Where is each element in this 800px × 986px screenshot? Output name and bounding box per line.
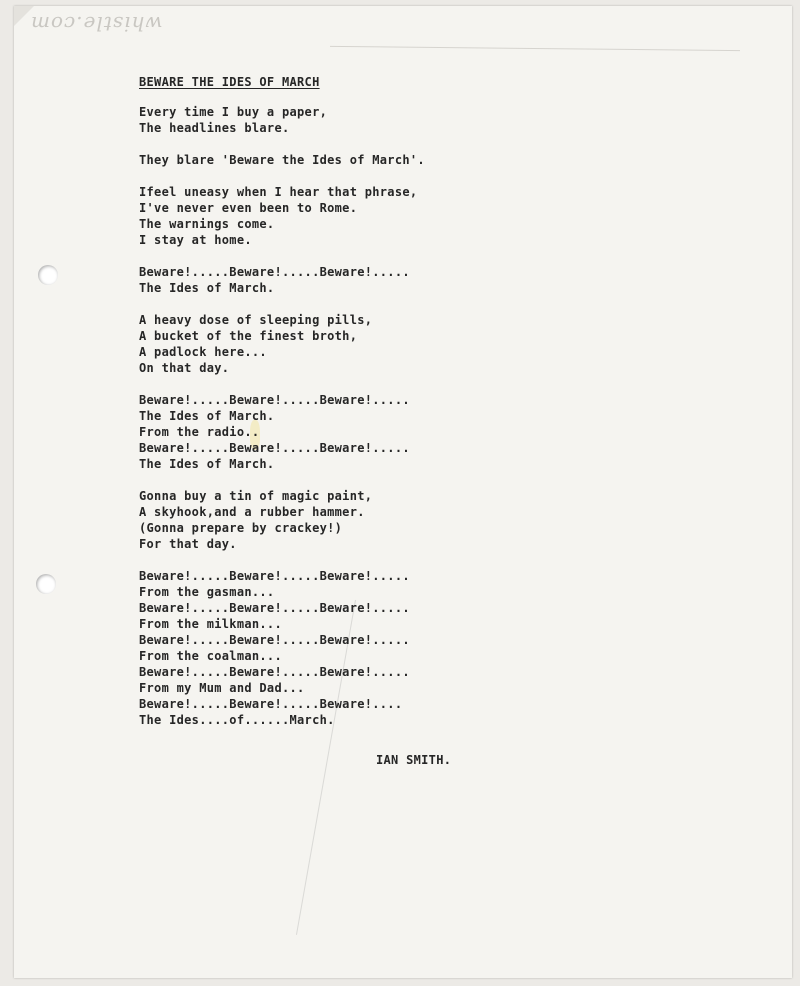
poem-line: They blare 'Beware the Ides of March'. bbox=[139, 153, 425, 167]
poem-line: From the gasman... bbox=[139, 585, 275, 599]
poem-line: Beware!.....Beware!.....Beware!..... bbox=[139, 633, 410, 647]
poem-line: Ifeel uneasy when I hear that phrase, bbox=[139, 185, 418, 199]
poem-line: I've never even been to Rome. bbox=[139, 201, 358, 215]
poem-line: The Ides....of......March. bbox=[139, 713, 335, 727]
author-name: IAN SMITH. bbox=[376, 753, 452, 767]
poem-line: For that day. bbox=[139, 537, 237, 551]
poem-line: Gonna buy a tin of magic paint, bbox=[139, 489, 373, 503]
poem-line: A padlock here... bbox=[139, 345, 267, 359]
poem-line: Beware!.....Beware!.....Beware!..... bbox=[139, 665, 410, 679]
poem-title: BEWARE THE IDES OF MARCH bbox=[139, 75, 320, 89]
poem-line: Beware!.....Beware!.....Beware!.... bbox=[139, 697, 403, 711]
poem-line: Beware!.....Beware!.....Beware!..... bbox=[139, 393, 410, 407]
stanza bbox=[139, 184, 425, 248]
poem-line: The Ides of March. bbox=[139, 281, 275, 295]
poem-line: The Ides of March. bbox=[139, 457, 275, 471]
poem-line: From the radio.. bbox=[139, 425, 260, 439]
pencil-note: whistle.com bbox=[30, 12, 163, 36]
punch-hole-bottom bbox=[36, 574, 56, 594]
poem-line: A heavy dose of sleeping pills, bbox=[139, 313, 373, 327]
poem-line: (Gonna prepare by crackey!) bbox=[139, 521, 343, 535]
stanza bbox=[139, 488, 425, 552]
poem-line: The warnings come. bbox=[139, 217, 275, 231]
poem-line: From the coalman... bbox=[139, 649, 282, 663]
poem bbox=[139, 74, 425, 744]
poem-line: Beware!.....Beware!.....Beware!..... bbox=[139, 265, 410, 279]
poem-line: The headlines blare. bbox=[139, 121, 290, 135]
poem-stanzas bbox=[139, 104, 425, 728]
poem-line: On that day. bbox=[139, 361, 230, 375]
poem-line: A bucket of the finest broth, bbox=[139, 329, 358, 343]
poem-line: Beware!.....Beware!.....Beware!..... bbox=[139, 569, 410, 583]
stanza bbox=[139, 264, 425, 296]
poem-line: Beware!.....Beware!.....Beware!..... bbox=[139, 601, 410, 615]
poem-line: The Ides of March. bbox=[139, 409, 275, 423]
poem-line: From my Mum and Dad... bbox=[139, 681, 305, 695]
stanza bbox=[139, 312, 425, 376]
poem-line: A skyhook,and a rubber hammer. bbox=[139, 505, 365, 519]
stanza bbox=[139, 152, 425, 168]
poem-line: From the milkman... bbox=[139, 617, 282, 631]
punch-hole-top bbox=[38, 265, 58, 285]
poem-line: I stay at home. bbox=[139, 233, 252, 247]
poem-line: Every time I buy a paper, bbox=[139, 105, 328, 119]
stanza bbox=[139, 392, 425, 472]
stanza bbox=[139, 104, 425, 136]
stanza bbox=[139, 568, 425, 728]
poem-line: Beware!.....Beware!.....Beware!..... bbox=[139, 441, 410, 455]
